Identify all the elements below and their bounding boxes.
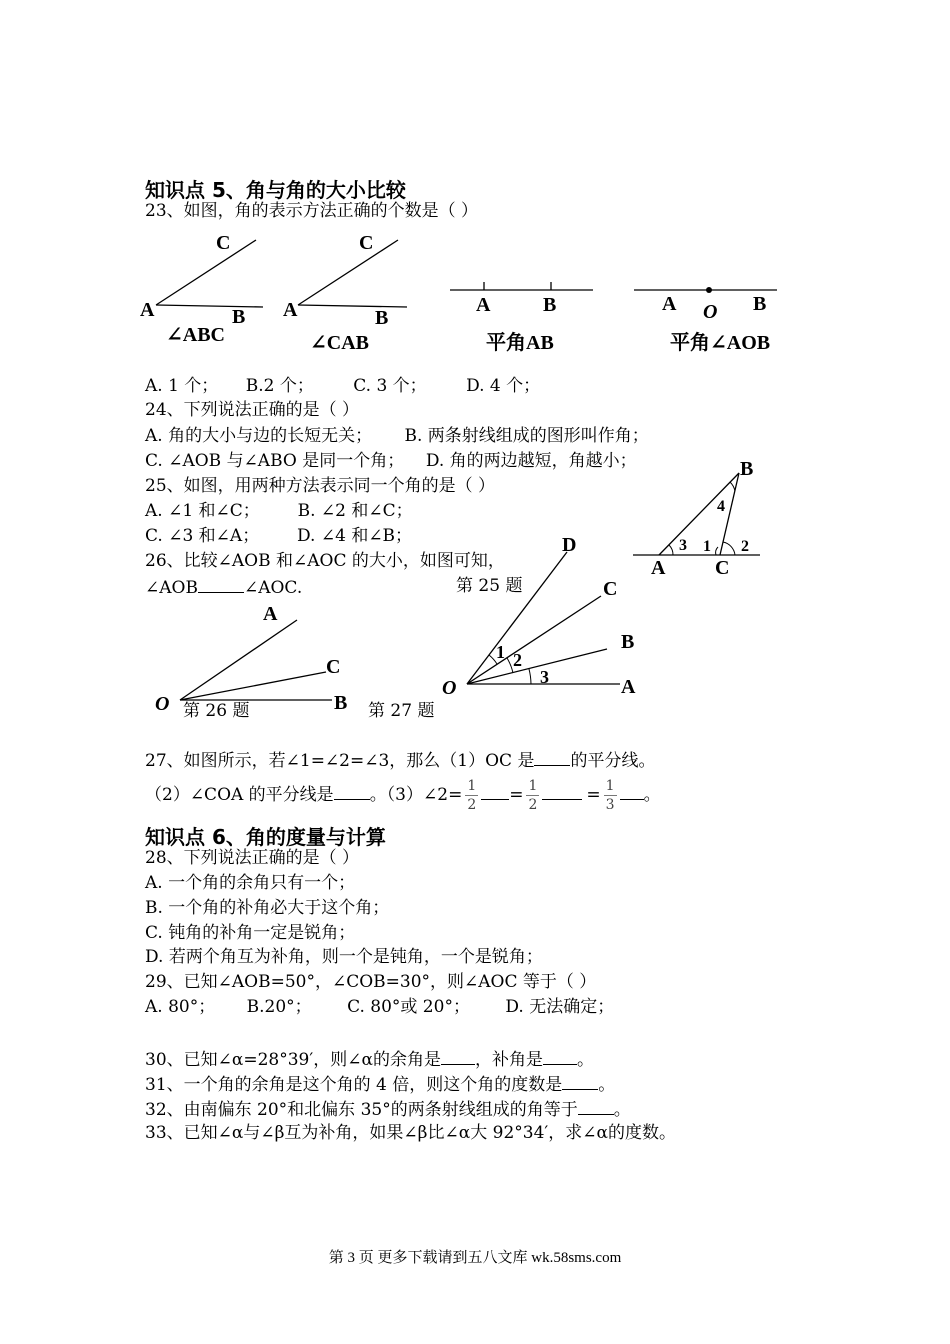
q26-caption: 第 26 题 bbox=[183, 701, 250, 721]
q27-ray-oc bbox=[467, 596, 601, 684]
q27-frac-2: $\frac{1}{2}$ bbox=[528, 778, 538, 813]
q30-text-b: ，补角是 bbox=[474, 1050, 543, 1070]
q23-option-c: C. 3 个； bbox=[353, 376, 427, 396]
q27-label-o: O bbox=[442, 677, 457, 699]
label-o-4: O bbox=[703, 301, 718, 323]
label-c-2: C bbox=[359, 232, 374, 254]
ray-ac-2 bbox=[298, 240, 398, 305]
q23-options bbox=[145, 374, 540, 398]
q27-caption: 第 27 题 bbox=[368, 701, 435, 721]
q27-ray-ob bbox=[467, 649, 607, 684]
ray-ac-1 bbox=[156, 240, 256, 305]
q27-label-b: B bbox=[621, 631, 635, 653]
question-24: 24、下列说法正确的是（ ） bbox=[145, 400, 360, 420]
q27-line2-mid: 。（3）∠2= bbox=[369, 785, 463, 805]
q28-option-c: C. 钝角的补角一定是锐角； bbox=[145, 923, 356, 943]
caption-straight-aob: 平角∠AOB bbox=[670, 332, 771, 354]
caption-abc: ∠ABC bbox=[166, 324, 225, 346]
q24-options-cd: C. ∠AOB 与∠ABO 是同一个角； D. 角的两边越短，角越小； bbox=[145, 451, 637, 471]
q23-option-d: D. 4 个； bbox=[466, 376, 541, 396]
q26-label-c: C bbox=[326, 656, 341, 678]
q28-option-a: A. 一个角的余角只有一个； bbox=[145, 873, 356, 893]
point-o bbox=[706, 287, 712, 293]
q30-text-a: 30、已知∠α=28°39′，则∠α的余角是 bbox=[145, 1050, 441, 1070]
page-footer: 第 3 页 更多下载请到五八文库 wk.58sms.com bbox=[328, 1250, 622, 1266]
label-b-2: B bbox=[375, 307, 389, 329]
q29-option-d: D. 无法确定； bbox=[505, 997, 615, 1017]
q27-line2-start: （2）∠COA 的平分线是 bbox=[145, 785, 334, 805]
q26-compare-line bbox=[145, 574, 302, 600]
q25-label-4: 4 bbox=[717, 498, 725, 515]
q26-answer-blank[interactable] bbox=[198, 574, 244, 593]
question-25: 25、如图，用两种方法表示同一个角的是（ ） bbox=[145, 476, 496, 496]
q28-option-d: D. 若两个角互为补角，则一个是钝角，一个是锐角； bbox=[145, 947, 543, 967]
caption-cab: ∠CAB bbox=[310, 332, 369, 354]
q31-text-a: 31、一个角的余角是这个角的 4 倍，则这个角的度数是 bbox=[145, 1075, 563, 1095]
q25-arc-1 bbox=[716, 547, 718, 555]
q30-blank-supplement[interactable] bbox=[543, 1046, 577, 1065]
question-32 bbox=[145, 1096, 631, 1122]
label-a-3: A bbox=[476, 294, 491, 316]
q27-blank-2[interactable] bbox=[334, 781, 370, 800]
q27-label-3: 3 bbox=[540, 667, 549, 687]
q29-option-b: B.20°； bbox=[246, 997, 312, 1017]
question-27 bbox=[145, 747, 655, 773]
q26-angle-aob: ∠AOB bbox=[145, 578, 198, 598]
q27-arc-3 bbox=[529, 669, 531, 684]
q31-blank[interactable] bbox=[562, 1071, 598, 1090]
q25-label-b: B bbox=[740, 458, 754, 480]
q25-options-cd: C. ∠3 和∠A； D. ∠4 和∠B； bbox=[145, 526, 413, 546]
q27-line2 bbox=[145, 775, 661, 815]
q27-blank-3[interactable] bbox=[481, 781, 509, 800]
q26-label-o: O bbox=[155, 693, 170, 715]
q30-blank-complement[interactable] bbox=[441, 1046, 475, 1065]
q25-arc-2 bbox=[723, 542, 735, 555]
q27-blank-5[interactable] bbox=[620, 781, 644, 800]
q25-label-3: 3 bbox=[679, 537, 687, 554]
section-heading-5: 知识点 5、角与角的大小比较 bbox=[145, 178, 406, 202]
q23-figures bbox=[130, 225, 800, 360]
q26-label-a: A bbox=[263, 603, 278, 625]
q27-label-a: A bbox=[621, 676, 636, 698]
q25-label-a: A bbox=[651, 557, 666, 579]
q29-option-c: C. 80°或 20°； bbox=[347, 997, 470, 1017]
question-28: 28、下列说法正确的是（ ） bbox=[145, 848, 360, 868]
q24-options-ab: A. 角的大小与边的长短无关； B. 两条射线组成的图形叫作角； bbox=[145, 426, 649, 446]
q27-frac-3: $\frac{1}{3}$ bbox=[605, 778, 615, 813]
q25-options-ab: A. ∠1 和∠C； B. ∠2 和∠C； bbox=[145, 501, 413, 521]
q30-text-c: 。 bbox=[576, 1050, 594, 1070]
q27-blank-4[interactable] bbox=[542, 781, 582, 800]
q31-text-b: 。 bbox=[598, 1075, 616, 1095]
label-b-4: B bbox=[753, 293, 767, 315]
q27-label-c: C bbox=[603, 578, 618, 600]
ray-ab-1 bbox=[156, 305, 263, 307]
q27-line1-start: 27、如图所示，若∠1=∠2=∠3，那么（1）OC 是 bbox=[145, 751, 535, 771]
q27-end: 。 bbox=[643, 785, 661, 805]
q25-label-1: 1 bbox=[703, 538, 711, 555]
label-a-4: A bbox=[662, 293, 677, 315]
q32-text-b: 。 bbox=[613, 1100, 631, 1120]
q23-option-b: B.2 个； bbox=[245, 376, 314, 396]
q25-caption: 第 25 题 bbox=[456, 576, 523, 596]
q29-option-a: A. 80°； bbox=[145, 997, 216, 1017]
q26-angle-aoc: ∠AOC. bbox=[243, 578, 303, 598]
label-a-1: A bbox=[140, 299, 155, 321]
question-31 bbox=[145, 1071, 615, 1097]
label-c-1: C bbox=[216, 232, 231, 254]
question-29: 29、已知∠AOB=50°，∠COB=30°，则∠AOC 等于（ ） bbox=[145, 972, 597, 992]
q25-arc-4 bbox=[730, 482, 735, 491]
q25-label-2: 2 bbox=[741, 538, 749, 555]
label-b-3: B bbox=[543, 294, 557, 316]
q27-line1-end: 的平分线。 bbox=[570, 751, 656, 771]
q25-label-c: C bbox=[715, 557, 730, 579]
caption-straight-ab: 平角AB bbox=[486, 332, 554, 354]
q23-option-a: A. 1 个； bbox=[145, 376, 219, 396]
q26-ray-oc bbox=[180, 672, 326, 700]
q25-side-ab bbox=[659, 473, 739, 555]
q28-option-b: B. 一个角的补角必大于这个角； bbox=[145, 898, 390, 918]
label-b-1: B bbox=[232, 306, 246, 328]
ray-ab-2 bbox=[298, 305, 407, 307]
question-23: 23、如图，角的表示方法正确的个数是（ ） bbox=[145, 201, 479, 221]
q27-figure bbox=[435, 525, 665, 700]
q27-label-d: D bbox=[562, 534, 577, 556]
q27-eq-1: = bbox=[509, 785, 524, 805]
q27-label-2: 2 bbox=[513, 650, 522, 670]
question-30 bbox=[145, 1046, 594, 1072]
section-heading-6: 知识点 6、角的度量与计算 bbox=[145, 825, 386, 849]
q27-blank-1[interactable] bbox=[534, 747, 570, 766]
label-a-2: A bbox=[283, 299, 298, 321]
question-26: 26、比较∠AOB 和∠AOC 的大小，如图可知， bbox=[145, 551, 505, 571]
q29-options bbox=[145, 995, 614, 1019]
q32-text-a: 32、由南偏东 20°和北偏东 35°的两条射线组成的角等于 bbox=[145, 1100, 578, 1120]
q26-ray-oa bbox=[180, 620, 297, 700]
q26-label-b: B bbox=[334, 692, 348, 714]
q27-frac-1: $\frac{1}{2}$ bbox=[467, 778, 477, 813]
q27-eq-2: = bbox=[586, 785, 601, 805]
q27-label-1: 1 bbox=[496, 642, 505, 662]
q25-arc-3 bbox=[669, 545, 673, 555]
q32-blank[interactable] bbox=[578, 1096, 614, 1115]
question-33: 33、已知∠α与∠β互为补角，如果∠β比∠α大 92°34′，求∠α的度数。 bbox=[145, 1123, 676, 1143]
